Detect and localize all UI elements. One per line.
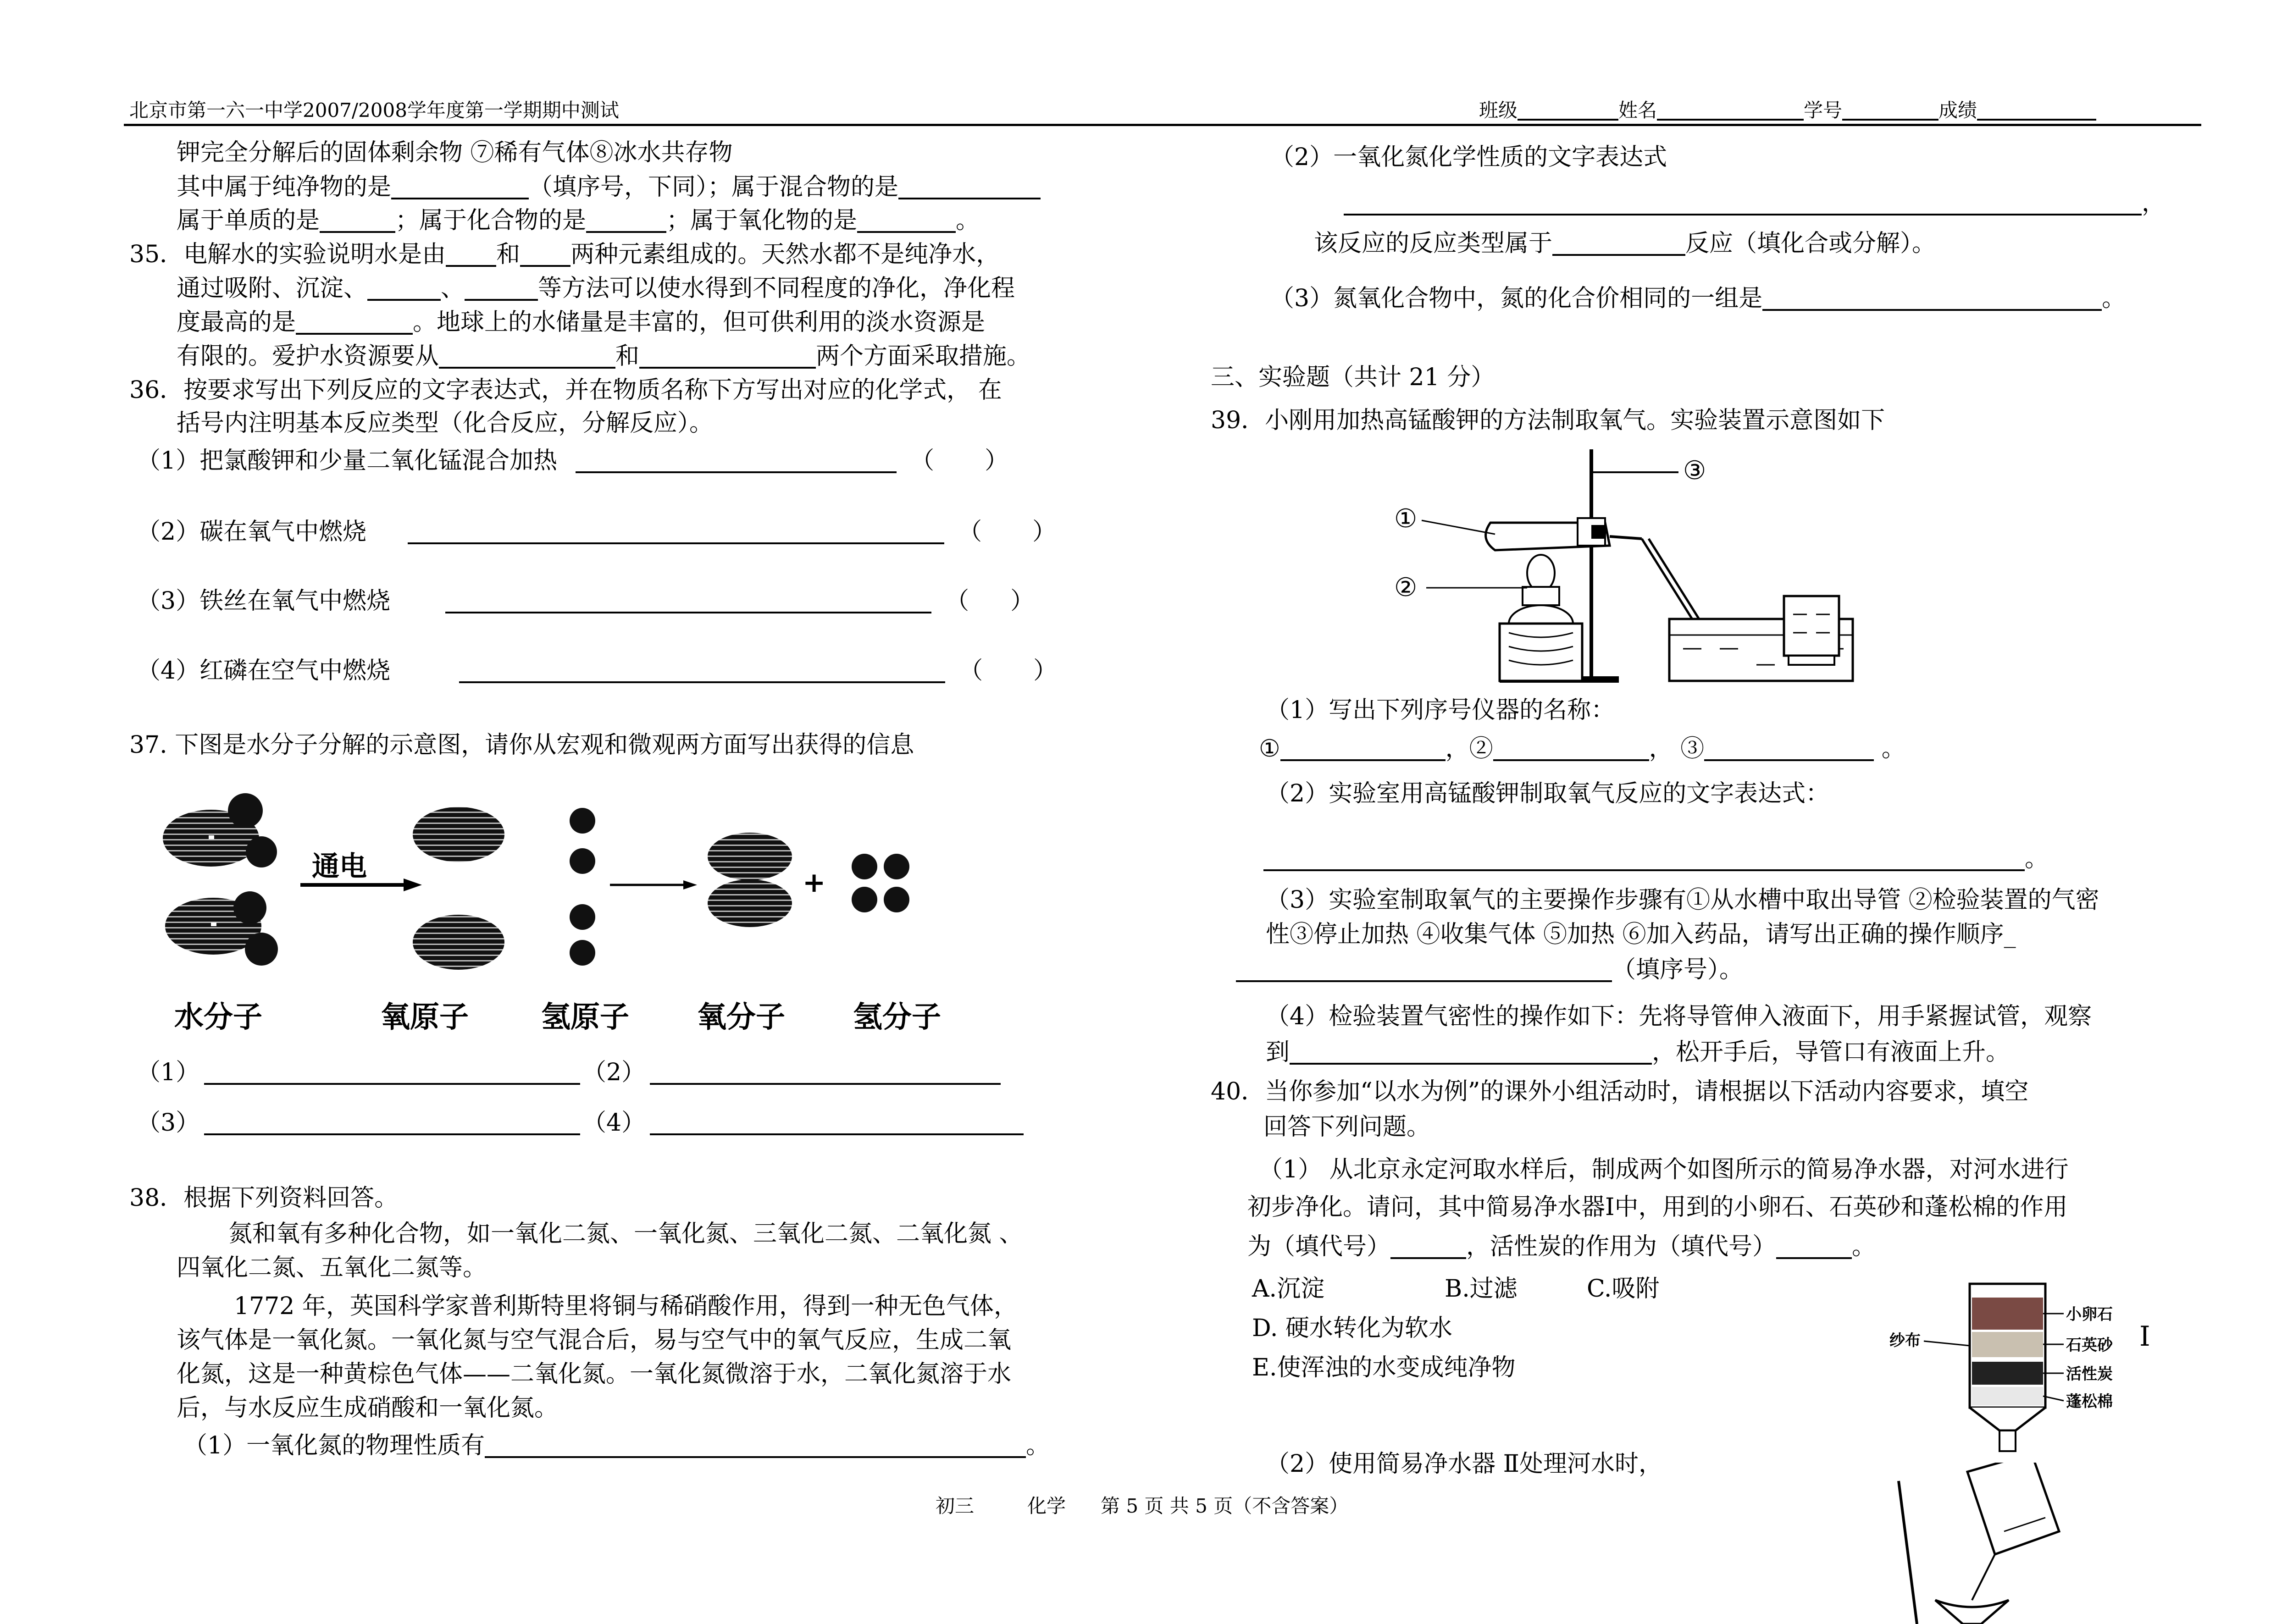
q37-blank-3[interactable]	[204, 1110, 580, 1135]
water-purifier-ii-figure	[1889, 1463, 2110, 1624]
footer-grade: 初三	[936, 1495, 975, 1517]
q35-and: 和	[496, 241, 521, 268]
q38-sub2-line3	[1314, 224, 1936, 258]
period: 。	[1852, 1233, 1876, 1260]
q36-item-1	[137, 441, 1008, 475]
arrow-label: 通电	[312, 851, 367, 883]
q35-blank2[interactable]	[520, 241, 570, 267]
option-d: D. 硬水转化为软水	[1252, 1315, 1452, 1342]
hydrogen-atom	[570, 940, 595, 966]
id-blank[interactable]	[1842, 99, 1939, 121]
label-oxygen-atom: 氧原子	[381, 1000, 469, 1034]
q37-blank-2[interactable]	[650, 1059, 1001, 1085]
oxygen-apparatus-figure	[1385, 440, 1889, 697]
q35-blank5[interactable]	[296, 309, 413, 335]
q35-blank7[interactable]	[639, 343, 816, 369]
q39-sub3-line1: （3）实验室制取氧气的主要操作步骤有①从水槽中取出导管 ②检验装置的气密	[1266, 886, 2099, 914]
q37-answer-label: （1）	[137, 1059, 200, 1086]
q34-line1: 钾完全分解后的固体剩余物 ⑦稀有气体⑧冰水共存物	[177, 139, 733, 166]
q40-sub1-line2: 初步净化。请问，其中简易净水器Ⅰ中，用到的小卵石、石英砂和蓬松棉的作用	[1247, 1193, 2068, 1221]
class-label: 班级	[1479, 99, 1518, 122]
paren-open: （	[945, 587, 969, 615]
airtightness-text: ，松开手后，导管口有液面上升。	[1652, 1038, 2010, 1066]
q36-item-label: （1）把氯酸钾和少量二氧化锰混合加热	[137, 447, 558, 475]
period: 。	[1874, 735, 1905, 762]
mixture-blank[interactable]	[898, 174, 1041, 199]
activated-carbon-label: 活性炭	[2066, 1365, 2113, 1383]
glass-rod	[1899, 1481, 1917, 1624]
paren-open: （	[910, 447, 935, 475]
q34-line3	[177, 201, 980, 235]
hydrogen-molecule	[852, 854, 909, 879]
q39-sub2-answer	[1263, 839, 2049, 873]
score-label: 成绩	[1939, 99, 1977, 122]
callout-line-1	[1422, 520, 1495, 534]
q36-line1: 36．按要求写出下列反应的文字表达式，并在物质名称下方写出对应的化学式， 在	[129, 376, 1002, 404]
oxygen-atom	[413, 915, 504, 970]
test-tube	[1486, 518, 1610, 550]
q35-text: 35．电解水的实验说明水是由	[129, 241, 446, 268]
q38-p2-line1: 1772 年，英国科学家普利斯特里将铜与稀硝酸作用，得到一种无色气体，	[234, 1293, 1018, 1320]
hydrogen-atom	[570, 904, 595, 930]
q36-item-2	[137, 512, 1056, 547]
q38-physical-blank[interactable]	[485, 1432, 1026, 1458]
reaction-type-blank[interactable]	[1552, 230, 1685, 256]
beaker	[1967, 1463, 2059, 1554]
wooden-block	[1500, 624, 1582, 681]
option-b: B.过滤	[1445, 1275, 1518, 1303]
mark: ，②	[1445, 735, 1493, 762]
q35-text2: 两种元素组成的。天然水都不是纯净水，	[570, 241, 1000, 268]
q38-sub1	[183, 1426, 1050, 1460]
paren-open: （	[958, 518, 982, 546]
q37-answer-label: （2）	[582, 1059, 646, 1086]
school-title: 北京市第一六一中学2007/2008学年度第一学期期中测试	[129, 99, 619, 122]
q38-p2-line4: 后，与水反应生成硝酸和一氧化氮。	[177, 1394, 559, 1422]
q34-element-label: 属于单质的是	[177, 207, 320, 234]
mark: ， ③	[1649, 735, 1705, 762]
score-blank[interactable]	[1977, 99, 2096, 121]
mark-1: ①	[1394, 504, 1418, 534]
instrument-2-blank[interactable]	[1493, 735, 1649, 761]
oxygen-molecule	[708, 833, 792, 927]
reaction-type-hint: 反应（填化合或分解）。	[1685, 230, 1936, 257]
water-purifier-i-figure	[1889, 1279, 2146, 1458]
q38-p2-line2: 该气体是一氧化氮。一氧化氮与空气混合后，易与空气中的氧气反应，生成二氧	[177, 1326, 1012, 1354]
q38-p1-line2: 四氧化二氮、五氧化二氮等。	[177, 1254, 487, 1282]
cloth-leader	[1924, 1341, 1970, 1346]
period: 。	[956, 207, 980, 234]
q35-text6: 。地球上的水储量是丰富的，但可供利用的淡水资源是	[413, 309, 986, 336]
label-hydrogen-molecule: 氢分子	[853, 1000, 941, 1034]
q39-sub1-answers	[1259, 729, 1905, 763]
filter-role-label: 为（填代号）	[1247, 1233, 1391, 1260]
pure-blank[interactable]	[391, 174, 529, 199]
q35-line1	[129, 235, 1000, 269]
water-decomposition-figure	[147, 793, 1018, 1050]
q40-sub1-line1: （1） 从北京永定河取水样后，制成两个如图所示的简易净水器，对河水进行	[1259, 1156, 2069, 1183]
q37-blank-4[interactable]	[650, 1110, 1024, 1135]
q37-answer-3	[137, 1103, 580, 1138]
q34-line2	[177, 167, 1041, 202]
valence-blank[interactable]	[1762, 285, 2102, 311]
funnel	[1935, 1600, 2009, 1624]
pebble-label: 小卵石	[2066, 1305, 2113, 1324]
q37-answer-4	[582, 1103, 1024, 1138]
q37-answer-label: （3）	[137, 1109, 200, 1137]
hydrogen-atom	[570, 808, 595, 834]
water-molecule-1	[163, 793, 277, 867]
option-a: A.沉淀	[1252, 1275, 1325, 1303]
q35-text7: 有限的。爱护水资源要从	[177, 342, 439, 370]
name-blank[interactable]	[1657, 99, 1804, 121]
q36-item-label: （3）铁丝在氧气中燃烧	[137, 587, 391, 615]
id-label: 学号	[1804, 99, 1843, 122]
q35-text4: 等方法可以使水得到不同程度的净化，净化程	[538, 275, 1015, 302]
hydrogen-molecule	[852, 887, 909, 912]
footer-subject: 化学	[1027, 1495, 1066, 1517]
mark-3: ③	[1683, 456, 1706, 486]
q35-blank4[interactable]	[465, 275, 538, 301]
water-molecule-2	[165, 891, 278, 966]
q39-sub1: （1）写出下列序号仪器的名称：	[1266, 696, 1615, 724]
q36-blank-4[interactable]	[459, 657, 945, 683]
option-c: C.吸附	[1587, 1275, 1660, 1303]
fill-hint: （填序号）。	[1612, 956, 1744, 983]
plus-sign: +	[803, 867, 826, 899]
comma: ，	[2142, 189, 2166, 217]
q39-sub3-line2: 性③停止加热 ④收集气体 ⑤加热 ⑥加入药品，请写出正确的操作顺序_	[1266, 921, 2016, 948]
q34-oxide-label: ；属于氧化物的是	[666, 207, 858, 234]
reaction-type-label: 该反应的反应类型属于	[1314, 230, 1553, 257]
carbon-role-label: ，活性炭的作用为（填代号）	[1466, 1233, 1777, 1260]
mark-2: ②	[1394, 573, 1418, 602]
instrument-1-blank[interactable]	[1280, 735, 1446, 761]
q36-item-3	[137, 581, 1034, 616]
paren-close: ）	[1032, 518, 1057, 546]
activated-carbon-layer	[1972, 1362, 2043, 1385]
q37-answer-1	[137, 1053, 580, 1087]
q40-sub1-line3	[1247, 1227, 1876, 1261]
q38-p2-line3: 化氮，这是一种黄棕色气体——二氧化氮。一氧化氮微溶于水，二氧化氮溶于水	[177, 1360, 1012, 1388]
q37-text: 37. 下图是水分子分解的示意图，请你从宏观和微观两方面写出获得的信息	[129, 731, 914, 759]
q34-mixture-label: （填序号，下同）；属于混合物的是	[529, 173, 899, 201]
cloth-label: 纱布	[1889, 1331, 1921, 1350]
header-rule	[124, 124, 2201, 126]
quartz-sand-label: 石英砂	[2066, 1336, 2113, 1354]
q39-sub4-line2	[1266, 1033, 2010, 1067]
q38-sub2: （2）一氧化氮化学性质的文字表达式	[1270, 144, 1667, 171]
student-info	[1479, 95, 2096, 123]
q35-text3: 通过吸附、沉淀、	[177, 275, 368, 302]
q36-blank-1[interactable]	[576, 447, 897, 473]
q37-answer-label: （4）	[582, 1109, 646, 1137]
period: 。	[2025, 845, 2049, 873]
q36-blank-3[interactable]	[445, 588, 931, 613]
q35-line3	[177, 303, 985, 337]
label-water-molecule: 水分子	[174, 1000, 262, 1034]
q36-item-label: （4）红磷在空气中燃烧	[137, 657, 391, 685]
q38-sub3-label: （3）氮氧化合物中，氮的化合价相同的一组是	[1270, 285, 1763, 312]
q34-pure-label: 其中属于纯净物的是	[177, 173, 392, 201]
mark: ①	[1259, 735, 1280, 762]
filter-role-blank[interactable]	[1390, 1233, 1466, 1259]
q36-item-label: （2）碳在氧气中燃烧	[137, 518, 367, 546]
oxide-blank[interactable]	[857, 207, 956, 233]
carbon-role-blank[interactable]	[1776, 1233, 1852, 1259]
q38-sub2-line2	[1344, 183, 2166, 218]
period: 。	[1026, 1432, 1050, 1459]
q38-title: 38．根据下列资料回答。	[129, 1184, 399, 1212]
airtightness-blank[interactable]	[1290, 1039, 1652, 1065]
q35-blank1[interactable]	[446, 241, 496, 267]
paren-close: ）	[1033, 657, 1058, 685]
footer-page-info: 第 5 页 共 5 页（不含答案）	[1101, 1495, 1349, 1517]
purifier-column	[1970, 1284, 2045, 1451]
element-blank[interactable]	[320, 207, 395, 233]
q35-text5: 度最高的是	[177, 309, 296, 336]
collection-bottle	[1784, 596, 1839, 665]
q35-line2	[177, 269, 1015, 303]
period: 。	[2102, 285, 2126, 312]
instrument-3-blank[interactable]	[1704, 735, 1874, 761]
class-blank[interactable]	[1518, 99, 1618, 121]
q35-and2: 和	[615, 342, 640, 370]
q39-sub2: （2）实验室用高锰酸钾制取氧气反应的文字表达式：	[1266, 780, 1830, 807]
pour-rod	[1972, 1554, 1995, 1600]
q36-blank-2[interactable]	[408, 519, 944, 544]
q35-line4	[177, 337, 1030, 371]
q38-chemical-blank[interactable]	[1344, 190, 2142, 215]
cotton-layer	[1972, 1387, 2043, 1405]
q40-sub2: （2）使用简易净水器 Ⅱ处理河水时，	[1266, 1450, 1662, 1478]
q35-blank3[interactable]	[367, 275, 441, 301]
q38-sub3	[1270, 279, 2126, 313]
q35-blank6[interactable]	[439, 343, 615, 369]
q37-blank-1[interactable]	[204, 1059, 580, 1085]
q35-sep: 、	[441, 275, 465, 302]
oxygen-atom	[413, 807, 504, 862]
paren-open: （	[959, 657, 983, 685]
q36-line2: 括号内注明基本反应类型（化合反应，分解反应）。	[177, 409, 714, 437]
paren-close: ）	[985, 447, 1009, 475]
name-label: 姓名	[1618, 99, 1657, 122]
section3-title: 三、实验题（共计 21 分）	[1211, 364, 1495, 391]
hydrogen-atom	[570, 848, 595, 874]
order-blank[interactable]	[1236, 956, 1612, 982]
q36-item-4	[137, 651, 1057, 685]
observe-label: 到	[1266, 1038, 1290, 1066]
purifier-numeral: I	[2139, 1320, 2150, 1353]
compound-blank[interactable]	[586, 207, 666, 233]
q40-line2: 回答下列问题。	[1263, 1113, 1431, 1141]
q38-p1-line1: 氮和氧有多种化合物，如一氧化二氮、一氧化氮、三氧化二氮、二氧化氮 、	[228, 1220, 1023, 1248]
paren-close: ）	[1010, 587, 1035, 615]
label-oxygen-molecule: 氧分子	[697, 1000, 785, 1034]
kmno4-expression-blank[interactable]	[1263, 845, 2025, 871]
q39-title: 39．小刚用加热高锰酸钾的方法制取氧气。实验装置示意图如下	[1211, 407, 1885, 434]
q35-text8: 两个方面采取措施。	[816, 342, 1031, 370]
cotton-label: 蓬松棉	[2066, 1392, 2113, 1411]
q38-sub1-label: （1）一氧化氮的物理性质有	[183, 1432, 485, 1459]
q37-answer-2	[582, 1053, 1001, 1087]
option-e: E.使浑浊的水变成纯净物	[1252, 1354, 1516, 1381]
electrolysis-arrow	[300, 851, 422, 891]
quartz-sand-layer	[1972, 1332, 2043, 1357]
label-hydrogen-atom: 氢原子	[541, 1000, 629, 1034]
q39-sub4-line1: （4）检验装置气密性的操作如下：先将导管伸入液面下，用手紧握试管，观察	[1266, 1003, 2092, 1030]
pebble-layer	[1972, 1298, 2043, 1330]
q40-line1: 40．当你参加“以水为例”的课外小组活动时，请根据以下活动内容要求，填空	[1211, 1078, 2029, 1105]
q34-compound-label: ；属于化合物的是	[395, 207, 587, 234]
q39-sub3-line3	[1236, 950, 1743, 984]
